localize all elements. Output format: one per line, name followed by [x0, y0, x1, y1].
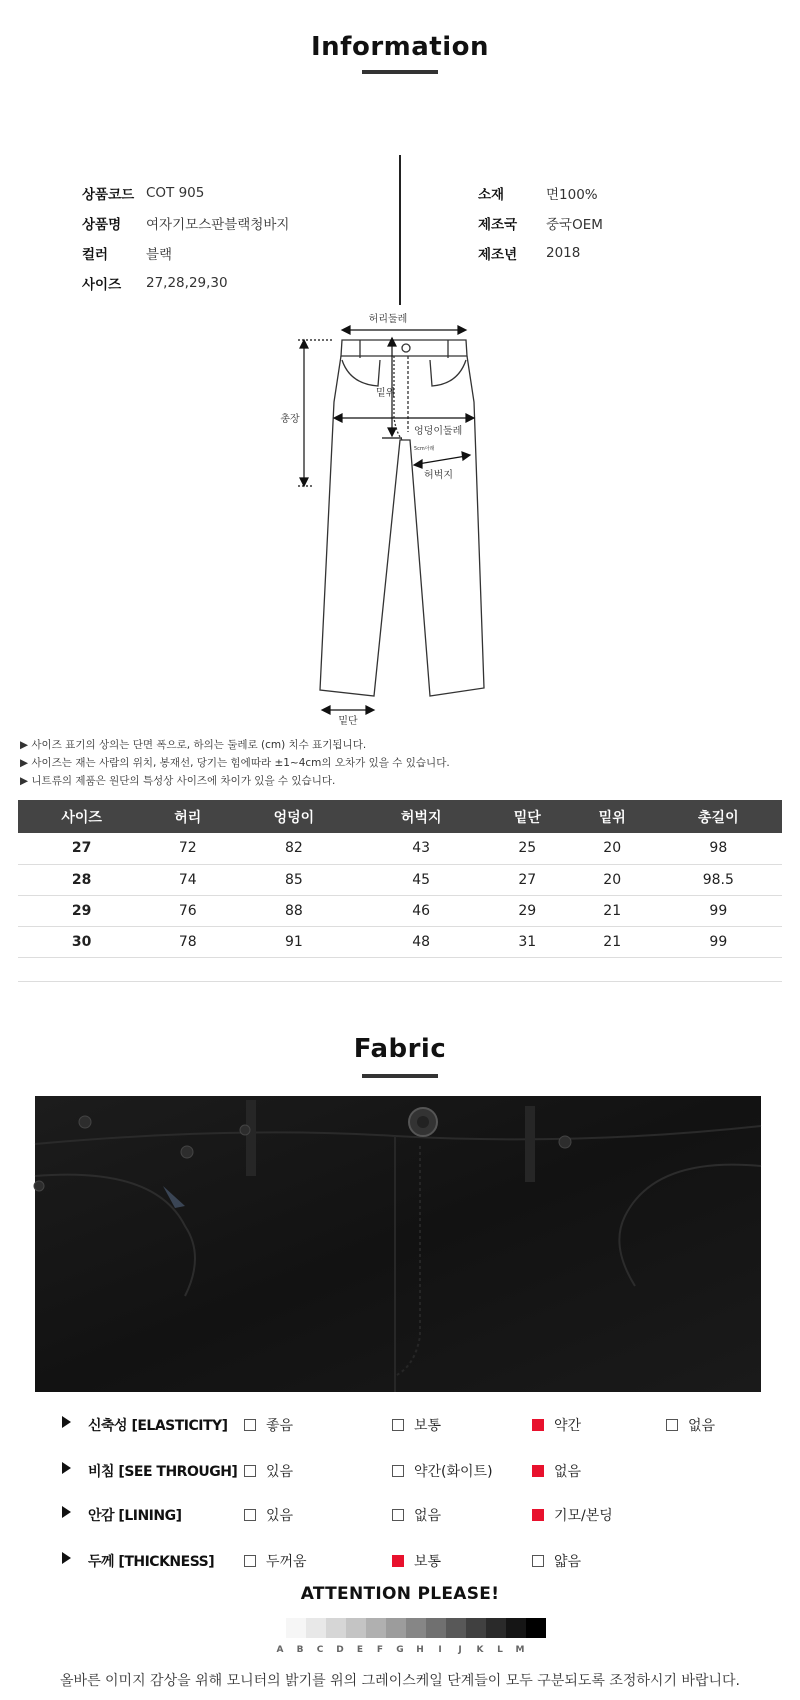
- information-title-underline: [362, 70, 438, 74]
- option-label: 없음: [688, 1418, 716, 1434]
- measure-cell: 27: [485, 864, 570, 895]
- option-label: 기모/본딩: [554, 1508, 613, 1524]
- measure-cell: 21: [570, 895, 655, 926]
- attention-note: 올바른 이미지 감상을 위해 모니터의 밝기를 위의 그레이스케일 단계들이 모두 구분되도록 조정하시기 바랍니다.: [60, 1673, 740, 1689]
- measure-cell: 46: [358, 895, 485, 926]
- info-row: [82, 208, 289, 238]
- gray-swatch: [286, 1618, 306, 1638]
- size-table-header: [18, 800, 782, 833]
- gray-letter: F: [376, 1645, 384, 1655]
- measure-cell: 20: [570, 864, 655, 895]
- gray-swatch: [346, 1618, 366, 1638]
- gray-swatch: [466, 1618, 486, 1638]
- gray-letter: E: [356, 1645, 364, 1655]
- measure-cell: 98.5: [655, 864, 782, 895]
- gray-letter: M: [515, 1645, 525, 1655]
- fabric-photo: [35, 1096, 761, 1392]
- attribute-option: [244, 1505, 293, 1525]
- triangle-right-icon: [62, 1462, 71, 1474]
- fabric-title-underline: [362, 1074, 438, 1078]
- triangle-right-icon: [62, 1506, 71, 1518]
- attribute-option: [392, 1415, 441, 1435]
- table-row: [18, 926, 782, 957]
- gray-swatch: [506, 1618, 526, 1638]
- column-header: 허벅지: [358, 800, 485, 833]
- thigh-label: 허벅지: [424, 470, 453, 481]
- gray-letter: C: [316, 1645, 324, 1655]
- column-header: 사이즈: [18, 800, 145, 833]
- size-cell: 30: [18, 926, 145, 957]
- gray-swatch: [426, 1618, 446, 1638]
- measure-cell: 43: [358, 833, 485, 864]
- unchecked-box-icon: [392, 1465, 404, 1477]
- info-value: 면100%: [546, 187, 598, 203]
- attribute-option: [392, 1505, 441, 1525]
- attribute-name: 신축성 [ELASTICITY]: [88, 1418, 228, 1434]
- column-header: 밑단: [485, 800, 570, 833]
- table-row: [18, 895, 782, 926]
- grayscale-letters: [270, 1645, 530, 1655]
- grayscale-strip: [286, 1618, 546, 1638]
- left-pocket: [342, 360, 380, 386]
- pants-measurement-diagram: [270, 314, 510, 727]
- attribute-name: 비침 [SEE THROUGH]: [88, 1464, 238, 1480]
- measure-cell: 72: [145, 833, 230, 864]
- column-header: 허리: [145, 800, 230, 833]
- attribute-option: [532, 1461, 581, 1481]
- checked-box-icon: [532, 1419, 544, 1431]
- checked-box-icon: [532, 1465, 544, 1477]
- fabric-title: Fabric: [353, 1034, 447, 1064]
- info-value: 2018: [546, 245, 581, 261]
- column-header: 엉덩이: [230, 800, 357, 833]
- pants-outline: [320, 356, 484, 696]
- measure-cell: 21: [570, 926, 655, 957]
- thigh-note-label: 5cm아래: [414, 446, 435, 452]
- info-divider: [399, 155, 401, 305]
- unchecked-box-icon: [244, 1555, 256, 1567]
- info-label: 상품명: [82, 217, 122, 233]
- gray-swatch: [306, 1618, 326, 1638]
- info-label: 제조년: [478, 247, 518, 263]
- product-info-left: [82, 178, 289, 298]
- info-value: 27,28,29,30: [146, 275, 228, 291]
- gray-swatch: [386, 1618, 406, 1638]
- attribute-option: [392, 1461, 493, 1481]
- gray-swatch: [406, 1618, 426, 1638]
- size-table: [18, 800, 782, 958]
- gray-swatch: [366, 1618, 386, 1638]
- triangle-right-icon: [62, 1552, 71, 1564]
- measure-cell: 88: [230, 895, 357, 926]
- unchecked-box-icon: [244, 1509, 256, 1521]
- option-label: 있음: [266, 1508, 294, 1524]
- unchecked-box-icon: [392, 1419, 404, 1431]
- table-row: [18, 833, 782, 864]
- attribute-option: [532, 1505, 613, 1525]
- option-label: 얇음: [554, 1554, 582, 1570]
- fabric-attribute-row: [0, 1409, 800, 1439]
- gray-swatch: [326, 1618, 346, 1638]
- size-cell: 27: [18, 833, 145, 864]
- triangle-right-icon: [62, 1416, 71, 1428]
- option-label: 있음: [266, 1464, 294, 1480]
- attribute-option: [244, 1551, 307, 1571]
- option-label: 없음: [554, 1464, 582, 1480]
- measure-cell: 91: [230, 926, 357, 957]
- unchecked-box-icon: [244, 1419, 256, 1431]
- gray-swatch: [526, 1618, 546, 1638]
- table-row: [18, 864, 782, 895]
- length-label: 총장: [280, 414, 300, 425]
- attribute-option: [244, 1415, 293, 1435]
- info-value: COT 905: [146, 185, 205, 201]
- fabric-attribute-row: [0, 1455, 800, 1485]
- fabric-attribute-row: [0, 1499, 800, 1529]
- info-row: [82, 178, 289, 208]
- info-row: [82, 238, 289, 268]
- option-label: 약간: [554, 1418, 582, 1434]
- measure-cell: 85: [230, 864, 357, 895]
- measure-cell: 99: [655, 926, 782, 957]
- button-icon: [402, 344, 410, 352]
- measure-cell: 76: [145, 895, 230, 926]
- info-value: 여자기모스판블랙청바지: [146, 217, 290, 233]
- measure-cell: 74: [145, 864, 230, 895]
- unchecked-box-icon: [244, 1465, 256, 1477]
- measure-cell: 45: [358, 864, 485, 895]
- attribute-name: 두께 [THICKNESS]: [88, 1554, 215, 1570]
- info-label: 상품코드: [82, 187, 135, 203]
- attention-title: ATTENTION PLEASE!: [300, 1584, 500, 1604]
- attribute-option: [666, 1415, 715, 1435]
- unchecked-box-icon: [532, 1555, 544, 1567]
- measure-cell: 29: [485, 895, 570, 926]
- info-row: [478, 238, 603, 268]
- measure-cell: 48: [358, 926, 485, 957]
- gray-letter: A: [276, 1645, 284, 1655]
- gray-letter: H: [416, 1645, 424, 1655]
- info-row: [82, 268, 289, 298]
- measure-cell: 99: [655, 895, 782, 926]
- option-label: 좋음: [266, 1418, 294, 1434]
- info-value: 중국OEM: [546, 217, 603, 233]
- size-cell: 28: [18, 864, 145, 895]
- gray-letter: G: [396, 1645, 404, 1655]
- gray-letter: B: [296, 1645, 304, 1655]
- size-notes: [20, 736, 450, 790]
- unchecked-box-icon: [666, 1419, 678, 1431]
- hem-label: 밑단: [338, 716, 358, 727]
- product-info-right: [478, 178, 603, 268]
- unchecked-box-icon: [392, 1509, 404, 1521]
- measure-cell: 82: [230, 833, 357, 864]
- info-row: [478, 208, 603, 238]
- hip-label: 엉덩이둘레: [414, 426, 463, 437]
- gray-letter: J: [458, 1645, 462, 1655]
- column-header: 밑위: [570, 800, 655, 833]
- measure-cell: 31: [485, 926, 570, 957]
- attribute-option: [532, 1415, 581, 1435]
- column-header: 총길이: [655, 800, 782, 833]
- gray-letter: D: [336, 1645, 344, 1655]
- info-label: 사이즈: [82, 277, 122, 293]
- note-line: ▶ 사이즈 표기의 상의는 단면 폭으로, 하의는 둘레로 (cm) 치수 표기됩니다.: [20, 739, 367, 751]
- size-cell: 29: [18, 895, 145, 926]
- waist-label: 허리둘레: [368, 314, 408, 325]
- info-label: 소재: [478, 187, 505, 203]
- info-label: 제조국: [478, 217, 518, 233]
- gray-letter: I: [438, 1645, 442, 1655]
- gray-letter: K: [476, 1645, 484, 1655]
- option-label: 약간(화이트): [414, 1464, 493, 1480]
- note-line: ▶ 사이즈는 재는 사람의 위치, 봉재선, 당기는 힘에따라 ±1~4cm의 오차가 있을 수 있습니다.: [20, 757, 450, 769]
- info-value: 블랙: [146, 247, 173, 263]
- gray-swatch: [446, 1618, 466, 1638]
- measure-cell: 25: [485, 833, 570, 864]
- checked-box-icon: [392, 1555, 404, 1567]
- option-label: 보통: [414, 1418, 442, 1434]
- fabric-attribute-row: [0, 1545, 800, 1575]
- attribute-option: [244, 1461, 293, 1481]
- attribute-option: [392, 1551, 441, 1571]
- gray-letter: L: [497, 1645, 503, 1655]
- option-label: 없음: [414, 1508, 442, 1524]
- checked-box-icon: [532, 1509, 544, 1521]
- table-bottom-line: [18, 981, 782, 982]
- information-title: Information: [310, 32, 490, 62]
- note-line: ▶ 니트류의 제품은 원단의 특성상 사이즈에 차이가 있을 수 있습니다.: [20, 775, 336, 787]
- info-label: 컬러: [82, 247, 109, 263]
- gray-swatch: [486, 1618, 506, 1638]
- measure-cell: 78: [145, 926, 230, 957]
- option-label: 보통: [414, 1554, 442, 1570]
- option-label: 두꺼움: [266, 1554, 307, 1570]
- measure-cell: 98: [655, 833, 782, 864]
- measure-cell: 20: [570, 833, 655, 864]
- attribute-name: 안감 [LINING]: [88, 1508, 182, 1524]
- right-pocket: [430, 360, 466, 386]
- rise-label: 밑위: [376, 388, 396, 399]
- attribute-option: [532, 1551, 581, 1571]
- info-row: [478, 178, 603, 208]
